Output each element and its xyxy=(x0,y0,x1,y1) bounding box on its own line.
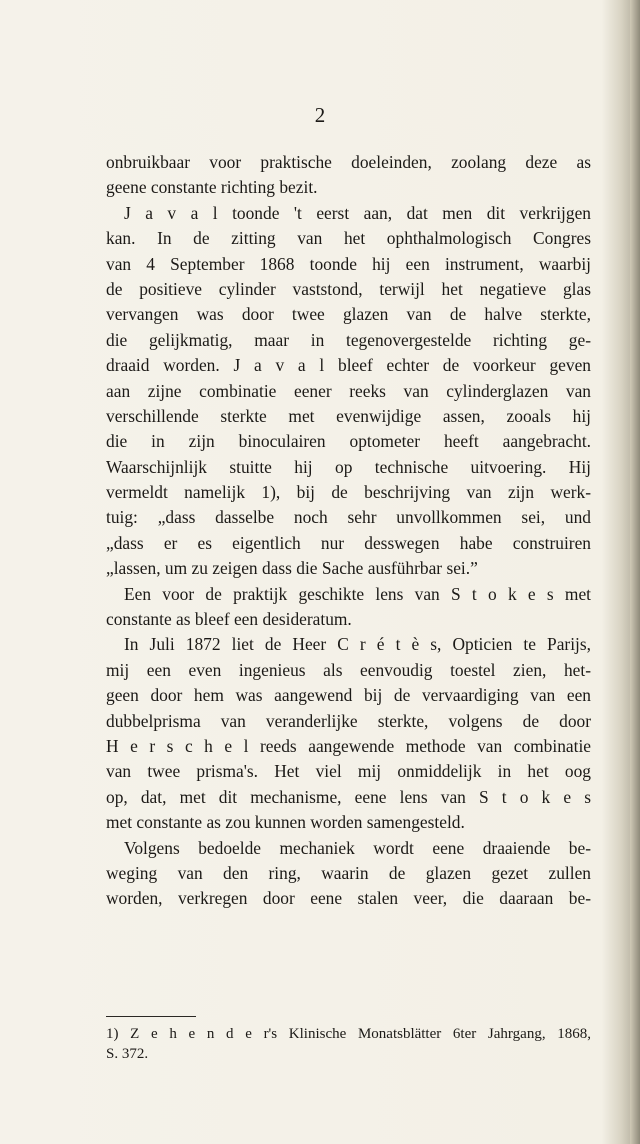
text-line: die gelijkmatig, maar in tegenovergestelde richting ge- xyxy=(106,329,591,350)
text-line: mij een even ingenieus als eenvoudig toestel zien, het- xyxy=(106,659,591,680)
text-line: kan. In de zitting van het ophthalmologisch Congres xyxy=(106,228,591,249)
text-line: draaid worden. J a v a l bleef echter de voorkeur geven xyxy=(106,355,591,376)
text-line: met constante as zou kunnen worden samengesteld. xyxy=(106,812,465,833)
text-line: van twee prisma's. Het viel mij onmiddelijk in het oog xyxy=(106,761,591,782)
footnote-divider xyxy=(106,1016,196,1017)
text-line: die in zijn binoculairen optometer heeft aangebracht. xyxy=(106,431,591,452)
footnote-line: S. 372. xyxy=(106,1046,149,1062)
text-line: vermeldt namelijk 1), bij de beschrijving van zijn werk- xyxy=(106,482,591,503)
page-edge-shadow xyxy=(630,0,640,1144)
footnote-line: 1) Z e h e n d e r's Klinische Monatsblätter 6ter Jahrgang, 1868, xyxy=(106,1026,591,1042)
page-number: 2 xyxy=(314,103,326,127)
text-line: van 4 September 1868 toonde hij een instrument, waarbij xyxy=(106,253,591,274)
text-line: vervangen was door twee glazen van de halve sterkte, xyxy=(106,304,591,325)
text-line: constante as bleef een desideratum. xyxy=(106,609,352,630)
text-line: Waarschijnlijk stuitte hij op technische uitvoering. Hij xyxy=(106,456,591,477)
text-line: verschillende sterkte met evenwijdige assen, zooals hij xyxy=(106,405,591,426)
text-line: weging van den ring, waarin de glazen gezet zullen xyxy=(106,862,591,883)
footnote xyxy=(106,1024,591,1064)
text-line: de positieve cylinder vaststond, terwijl het negatieve glas xyxy=(106,278,591,299)
text-line: tuig: „dass dasselbe noch sehr unvollkommen sei, und xyxy=(106,507,591,528)
text-line: worden, verkregen door eene stalen veer, die daaraan be- xyxy=(106,888,591,909)
text-line: op, dat, met dit mechanisme, eene lens van S t o k e s xyxy=(106,786,591,807)
text-line: H e r s c h e l reeds aangewende methode van combinatie xyxy=(106,735,591,756)
text-line: „dass er es eigentlich nur desswegen habe construiren xyxy=(106,532,591,553)
text-line: dubbelprisma van veranderlijke sterkte, volgens de door xyxy=(106,710,591,731)
text-line: Volgens bedoelde mechaniek wordt eene draaiende be- xyxy=(124,837,591,858)
text-line: J a v a l toonde 't eerst aan, dat men dit verkrijgen xyxy=(124,202,591,223)
body-text xyxy=(106,150,591,912)
text-line: geene constante richting bezit. xyxy=(106,177,318,198)
text-line: „lassen, um zu zeigen dass die Sache ausführbar sei.” xyxy=(106,558,478,579)
text-line: onbruikbaar voor praktische doeleinden, zoolang deze as xyxy=(106,152,591,172)
text-line: In Juli 1872 liet de Heer C r é t è s, Opticien te Parijs, xyxy=(124,634,591,655)
text-line: geen door hem was aangewend bij de vervaardiging van een xyxy=(106,685,591,706)
text-line: Een voor de praktijk geschikte lens van S t o k e s met xyxy=(124,583,591,604)
text-line: aan zijne combinatie eener reeks van cylinderglazen van xyxy=(106,380,591,401)
